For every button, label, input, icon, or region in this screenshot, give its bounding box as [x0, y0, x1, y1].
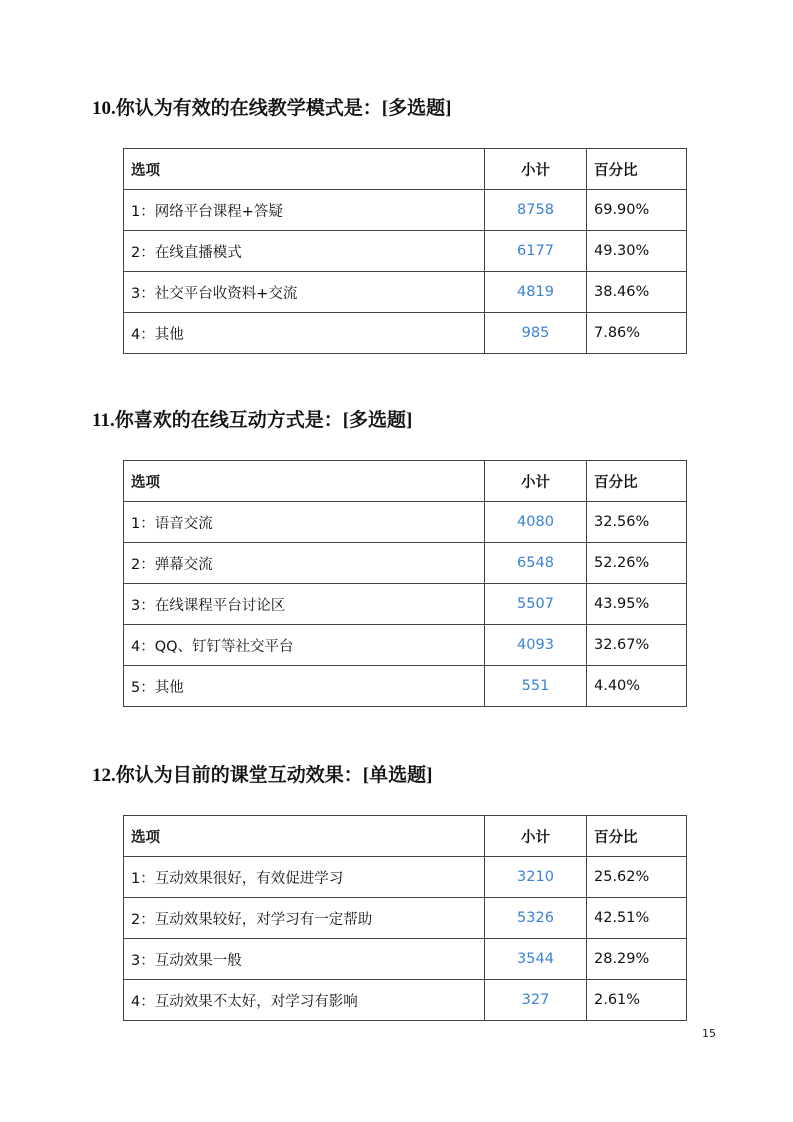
table-row	[124, 190, 687, 231]
option-percent: 7.86%	[587, 313, 687, 354]
option-label: 5：其他	[124, 666, 485, 707]
table-row	[124, 939, 687, 980]
option-percent: 2.61%	[587, 980, 687, 1021]
option-percent: 25.62%	[587, 857, 687, 898]
option-percent: 38.46%	[587, 272, 687, 313]
option-label: 2：互动效果较好，对学习有一定帮助	[124, 898, 485, 939]
table-row	[124, 625, 687, 666]
option-percent: 42.51%	[587, 898, 687, 939]
option-count-link[interactable]: 3544	[485, 939, 587, 980]
header-count: 小计	[485, 461, 587, 502]
table-header-row	[124, 149, 687, 190]
option-label: 1：互动效果很好，有效促进学习	[124, 857, 485, 898]
table-row	[124, 584, 687, 625]
table-row	[124, 272, 687, 313]
option-count-link[interactable]: 6548	[485, 543, 587, 584]
table-header-row	[124, 461, 687, 502]
option-label: 4：QQ、钉钉等社交平台	[124, 625, 485, 666]
option-label: 1：网络平台课程+答疑	[124, 190, 485, 231]
table-row	[124, 857, 687, 898]
table-row	[124, 666, 687, 707]
option-label: 3：在线课程平台讨论区	[124, 584, 485, 625]
header-option: 选项	[124, 149, 485, 190]
option-percent: 52.26%	[587, 543, 687, 584]
option-label: 2：弹幕交流	[124, 543, 485, 584]
option-percent: 49.30%	[587, 231, 687, 272]
question-10-title: 10.你认为有效的在线教学模式是：[多选题]	[92, 98, 452, 119]
option-label: 3：互动效果一般	[124, 939, 485, 980]
table-row	[124, 502, 687, 543]
option-count-link[interactable]: 551	[485, 666, 587, 707]
table-header-row	[124, 816, 687, 857]
option-count-link[interactable]: 8758	[485, 190, 587, 231]
table-row	[124, 543, 687, 584]
option-label: 2：在线直播模式	[124, 231, 485, 272]
header-count: 小计	[485, 816, 587, 857]
question-12-table	[123, 815, 687, 1021]
option-count-link[interactable]: 5326	[485, 898, 587, 939]
header-count: 小计	[485, 149, 587, 190]
option-count-link[interactable]: 4093	[485, 625, 587, 666]
question-11-title: 11.你喜欢的在线互动方式是：[多选题]	[92, 410, 413, 431]
header-option: 选项	[124, 816, 485, 857]
option-label: 4：其他	[124, 313, 485, 354]
option-count-link[interactable]: 985	[485, 313, 587, 354]
option-percent: 32.56%	[587, 502, 687, 543]
option-count-link[interactable]: 3210	[485, 857, 587, 898]
header-percent: 百分比	[587, 816, 687, 857]
table-row	[124, 898, 687, 939]
header-percent: 百分比	[587, 461, 687, 502]
option-label: 1：语音交流	[124, 502, 485, 543]
option-count-link[interactable]: 4819	[485, 272, 587, 313]
table-row	[124, 980, 687, 1021]
header-option: 选项	[124, 461, 485, 502]
table-row	[124, 231, 687, 272]
option-percent: 28.29%	[587, 939, 687, 980]
header-percent: 百分比	[587, 149, 687, 190]
option-percent: 32.67%	[587, 625, 687, 666]
option-count-link[interactable]: 327	[485, 980, 587, 1021]
question-12-title: 12.你认为目前的课堂互动效果：[单选题]	[92, 765, 433, 786]
option-count-link[interactable]: 6177	[485, 231, 587, 272]
page-number: 15	[702, 1027, 716, 1040]
option-count-link[interactable]: 4080	[485, 502, 587, 543]
option-percent: 4.40%	[587, 666, 687, 707]
option-percent: 69.90%	[587, 190, 687, 231]
question-11-table	[123, 460, 687, 707]
option-label: 3：社交平台收资料+交流	[124, 272, 485, 313]
option-count-link[interactable]: 5507	[485, 584, 587, 625]
table-row	[124, 313, 687, 354]
question-10-table	[123, 148, 687, 354]
option-percent: 43.95%	[587, 584, 687, 625]
option-label: 4：互动效果不太好，对学习有影响	[124, 980, 485, 1021]
